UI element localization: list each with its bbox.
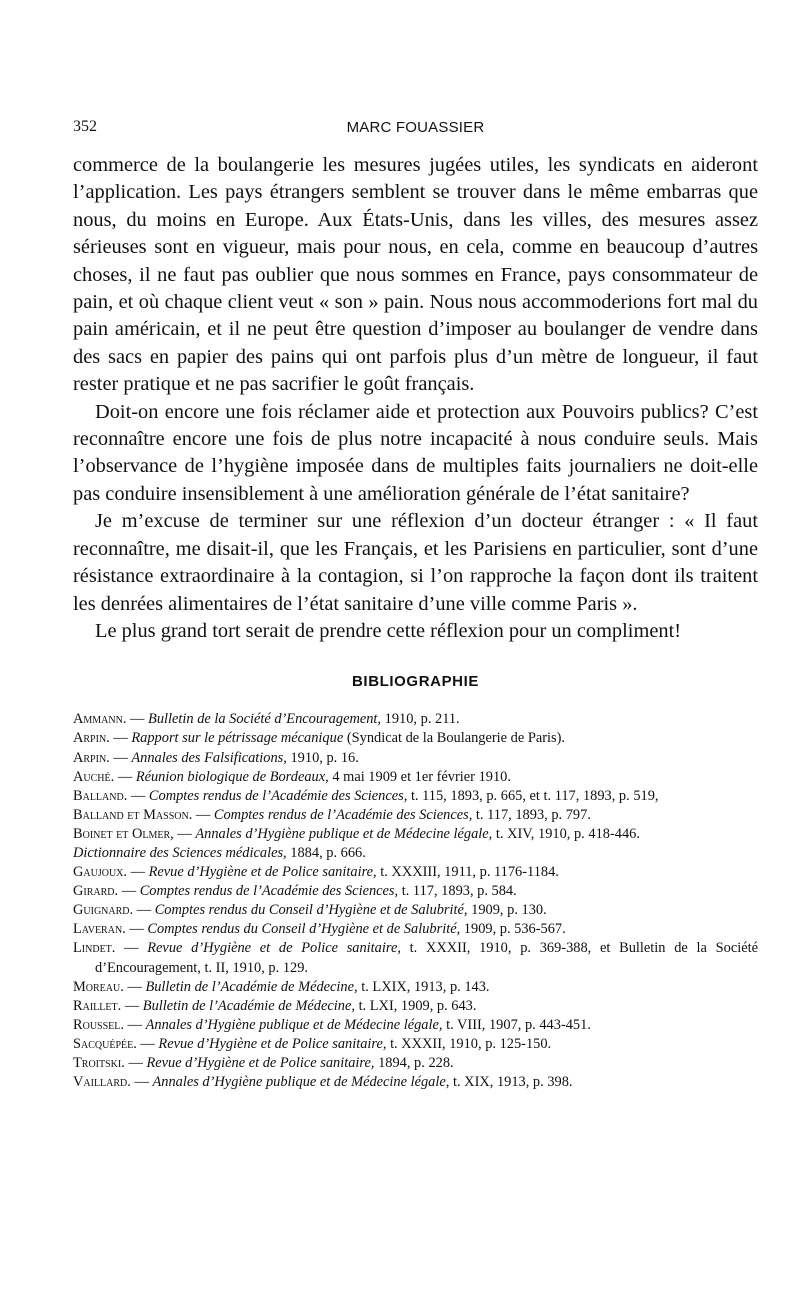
entry-details: t. 115, 1893, p. 665, et t. 117, 1893, p. 519, [410,787,659,804]
bibliography-entry: Laveran. — Comptes rendus du Conseil d’Hygiène et de Salubrité, 1909, p. 536-567. [73,921,566,938]
entry-author: Ammann. [73,711,127,728]
entry-author: Vaillard. [73,1074,131,1091]
entry-work: Annales d’Hygiène publique et de Médecine légale, [152,1074,450,1091]
body-paragraph: Doit-on encore une fois réclamer aide et protection aux Pouvoirs publics? C’est reconnaître encore une fois de plus notre incapacité à nous conduire seuls. Mais l’observance de l’hygiène imposée dans de multiples faits journaliers ne doit-elle pas conduire insensiblement à une amélioration générale de l’état sanitaire? [73,400,758,505]
entry-details: t. XIV, 1910, p. 418-446. [495,825,640,842]
entry-details: 1894, p. 228. [378,1055,454,1071]
entry-author: Lindet. [73,940,116,957]
entry-work: Annales d’Hygiène publique et de Médecine légale, [145,1016,443,1033]
bibliography-entry: Roussel. — Annales d’Hygiène publique et de Médecine légale, t. VIII, 1907, p. 443-451. [73,1016,591,1033]
entry-details: t. LXIX, 1913, p. 143. [361,978,490,995]
entry-details: 1910, p. 211. [384,711,460,728]
bibliography-entry: Gaujoux. — Revue d’Hygiène et de Police sanitaire, t. XXXIII, 1911, p. 1176-1184. [73,864,559,881]
bibliography-entry: Arpin. — Annales des Falsifications, 1910, p. 16. [73,749,359,766]
entry-author: Balland. [73,787,128,804]
bibliography-list [73,710,758,1092]
bibliography-entry: Girard. — Comptes rendus de l’Académie des Sciences, t. 117, 1893, p. 584. [73,883,517,900]
entry-details: t. XXXII, 1910, p. 125-150. [390,1035,552,1052]
entry-author: Raillet. [73,997,122,1014]
entry-work: Revue d’Hygiène et de Police sanitaire, [148,864,377,881]
running-head: MARC FOUASSIER [346,119,485,136]
body-paragraph: Je m’excuse de terminer sur une réflexion d’un docteur étranger : « Il faut reconnaître, me disait-il, que les Français, et les Parisiens en particulier, sont d’une résistance extraordinaire à la contagion, si l’on rapproche la façon dont ils traitent les denrées alimentaires de l’état sanitaire d’une ville comme Paris ». [73,510,758,615]
entry-details: 4 mai 1909 et 1er février 1910. [332,768,511,785]
entry-work: Annales d’Hygiène publique et de Médecine légale, [195,825,493,842]
entry-author: Sacquépée. [73,1035,137,1052]
entry-work: Revue d’Hygiène et de Police sanitaire, [147,940,401,957]
bibliography-entry: Vaillard. — Annales d’Hygiène publique et de Médecine légale, t. XIX, 1913, p. 398. [73,1074,573,1091]
entry-author: Girard. [73,883,119,900]
entry-author: Balland et Masson. [73,806,193,823]
entry-work: Bulletin de la Société d’Encouragement, [148,711,382,728]
entry-details: 1884, p. 666. [290,844,366,861]
body-paragraph: Le plus grand tort serait de prendre cette réflexion pour un compliment! [95,619,682,642]
entry-work: Bulletin de l’Académie de Médecine, [142,997,355,1014]
bibliography-entry: Balland et Masson. — Comptes rendus de l’Académie des Sciences, t. 117, 1893, p. 797. [73,806,591,823]
page-header [73,118,758,146]
entry-author: Arpin. [73,730,110,747]
bibliography-entry: Guignard. — Comptes rendus du Conseil d’Hygiène et de Salubrité, 1909, p. 130. [73,902,547,919]
body-paragraph: commerce de la boulangerie les mesures jugées utiles, les syndicats en aideront l’application. Les pays étrangers semblent se trouver dans le même embarras que nous, du moins en Europe. Aux États-Unis, dans les villes, des mesures assez sérieuses sont en vigueur, mais pour nous, en cela, comme en beaucoup d’autres choses, il ne faut pas oublier que nous sommes en France, pays consommateur de pain, et où chaque client veut « son » pain. Nous nous accommoderions fort mal du pain américain, et il ne peut être question d’imposer au boulanger de vendre dans des sacs en papier des pains qui ont parfois plus d’un mètre de longueur, il faut rester pratique et ne pas sacrifier le goût français. [73,154,758,396]
bibliography-entry: Auché. — Réunion biologique de Bordeaux, 4 mai 1909 et 1er février 1910. [73,768,511,785]
entry-details: t. XXXIII, 1911, p. 1176-1184. [380,864,559,881]
entry-details: t. 117, 1893, p. 797. [475,806,591,823]
bibliography-entry: Lindet. — Revue d’Hygiène et de Police sanitaire, t. XXXII, 1910, p. 369-388, et Bulletin de la Société d’Encouragement, t. II, 1910, p. 129. [73,940,758,976]
entry-work: Rapport sur le pétrissage mécanique [131,730,344,747]
entry-work: Comptes rendus du Conseil d’Hygiène et de Salubrité, [154,902,468,919]
entry-details: t. XXXII, 1910, p. 369-388, et Bulletin de la Société d’Encouragement, t. II, 1910, p. 129. [95,940,758,976]
entry-details: (Syndicat de la Boulangerie de Paris). [346,730,566,747]
entry-work: Comptes rendus de l’Académie des Sciences, [213,806,473,823]
bibliography-entry: Arpin. — Rapport sur le pétrissage mécanique (Syndicat de la Boulangerie de Paris). [73,730,566,747]
entry-author: Laveran. [73,921,126,938]
entry-details: t. 117, 1893, p. 584. [401,883,517,900]
book-page [73,118,758,1274]
entry-author: Moreau. [73,978,124,995]
bibliography-entry: Balland. — Comptes rendus de l’Académie des Sciences, t. 115, 1893, p. 665, et t. 117, 1893, p. 519, [73,787,659,804]
entry-author: Arpin. [73,749,110,766]
entry-work: Réunion biologique de Bordeaux, [135,768,329,785]
entry-author: Troitski. [73,1055,125,1071]
entry-work: Comptes rendus de l’Académie des Sciences, [139,883,399,900]
bibliography-entry: Boinet et Olmer, — Annales d’Hygiène publique et de Médecine légale, t. XIV, 1910, p. 418-446. [73,825,640,842]
entry-details: t. VIII, 1907, p. 443-451. [446,1016,591,1033]
entry-details: t. XIX, 1913, p. 398. [452,1074,573,1091]
entry-author: Boinet et Olmer, [73,825,174,842]
bibliography-title: BIBLIOGRAPHIE [352,673,479,691]
entry-details: t. LXI, 1909, p. 643. [358,997,477,1014]
page-number: 352 [73,118,97,135]
entry-details: 1909, p. 536-567. [463,921,566,938]
entry-author: Roussel. [73,1016,124,1033]
entry-author: Gaujoux. [73,864,127,881]
bibliography-entry: Moreau. — Bulletin de l’Académie de Médecine, t. LXIX, 1913, p. 143. [73,978,490,995]
entry-work: Comptes rendus du Conseil d’Hygiène et de Salubrité, [147,921,461,938]
entry-details: 1909, p. 130. [471,902,547,919]
entry-author: Guignard. [73,902,134,919]
entry-work: Revue d’Hygiène et de Police sanitaire, [146,1055,375,1071]
entry-work: Dictionnaire des Sciences médicales, [73,844,287,861]
bibliography-entry [73,844,758,863]
entry-work: Revue d’Hygiène et de Police sanitaire, [158,1035,387,1052]
bibliography-entry: Ammann. — Bulletin de la Société d’Encouragement, 1910, p. 211. [73,711,460,728]
entry-author: Auché. [73,768,115,785]
entry-work: Annales des Falsifications, [131,749,287,766]
bibliography-entry: Sacquépée. — Revue d’Hygiène et de Police sanitaire, t. XXXII, 1910, p. 125-150. [73,1035,552,1052]
body-text [73,152,758,645]
bibliography-entry: Raillet. — Bulletin de l’Académie de Médecine, t. LXI, 1909, p. 643. [73,997,477,1014]
entry-work: Comptes rendus de l’Académie des Sciences, [148,787,408,804]
entry-details: 1910, p. 16. [290,749,359,766]
bibliography-entry: Troitski. — Revue d’Hygiène et de Police sanitaire, 1894, p. 228. [73,1055,454,1071]
entry-work: Bulletin de l’Académie de Médecine, [145,978,358,995]
